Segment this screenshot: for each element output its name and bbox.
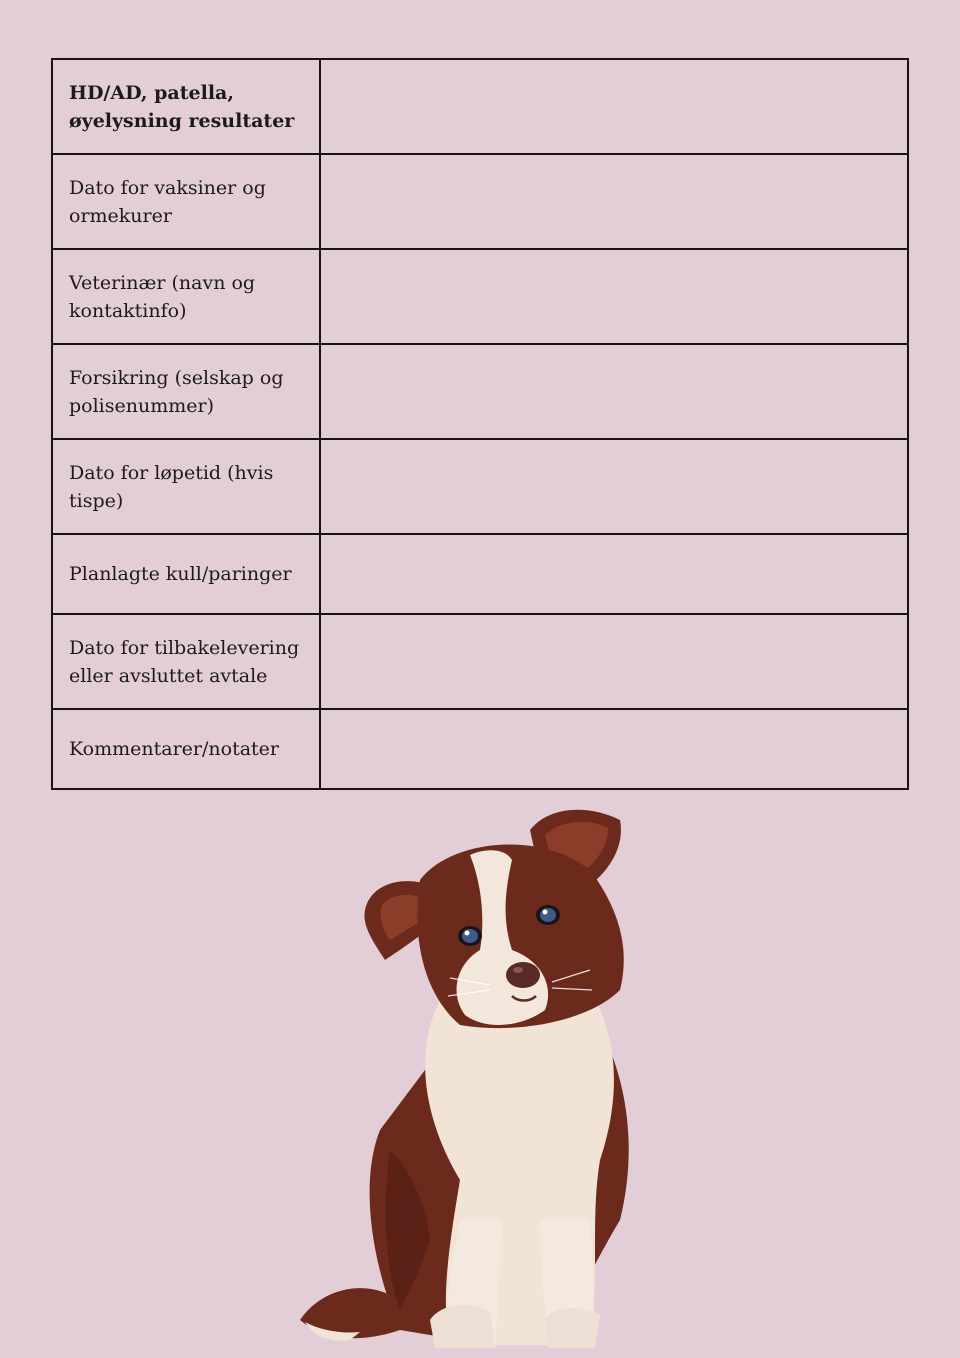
table-row xyxy=(52,249,908,344)
puppy-illustration xyxy=(290,800,680,1355)
row-value-vaccines[interactable] xyxy=(320,154,908,249)
row-label-insurance: Forsikring (selskap og polisenummer) xyxy=(52,344,320,439)
row-value-return-date[interactable] xyxy=(320,614,908,709)
table-row xyxy=(52,59,908,154)
table-row xyxy=(52,154,908,249)
row-value-comments[interactable] xyxy=(320,709,908,789)
row-label-health-results: HD/AD, patella, øyelysning resultater xyxy=(52,59,320,154)
row-label-veterinarian: Veterinær (navn og kontaktinfo) xyxy=(52,249,320,344)
health-info-table xyxy=(51,58,909,790)
table-row xyxy=(52,614,908,709)
table-row xyxy=(52,534,908,614)
row-label-comments: Kommentarer/notater xyxy=(52,709,320,789)
puppy-body xyxy=(300,990,629,1348)
row-value-veterinarian[interactable] xyxy=(320,249,908,344)
table-row xyxy=(52,709,908,789)
row-label-return-date: Dato for tilbakelevering eller avsluttet avtale xyxy=(52,614,320,709)
row-value-heat-cycle[interactable] xyxy=(320,439,908,534)
row-label-vaccines: Dato for vaksiner og ormekurer xyxy=(52,154,320,249)
row-value-planned-litters[interactable] xyxy=(320,534,908,614)
puppy-head xyxy=(364,810,623,1028)
row-label-planned-litters: Planlagte kull/paringer xyxy=(52,534,320,614)
row-label-heat-cycle: Dato for løpetid (hvis tispe) xyxy=(52,439,320,534)
table-row xyxy=(52,439,908,534)
row-value-insurance[interactable] xyxy=(320,344,908,439)
table-row xyxy=(52,344,908,439)
row-value-health-results[interactable] xyxy=(320,59,908,154)
